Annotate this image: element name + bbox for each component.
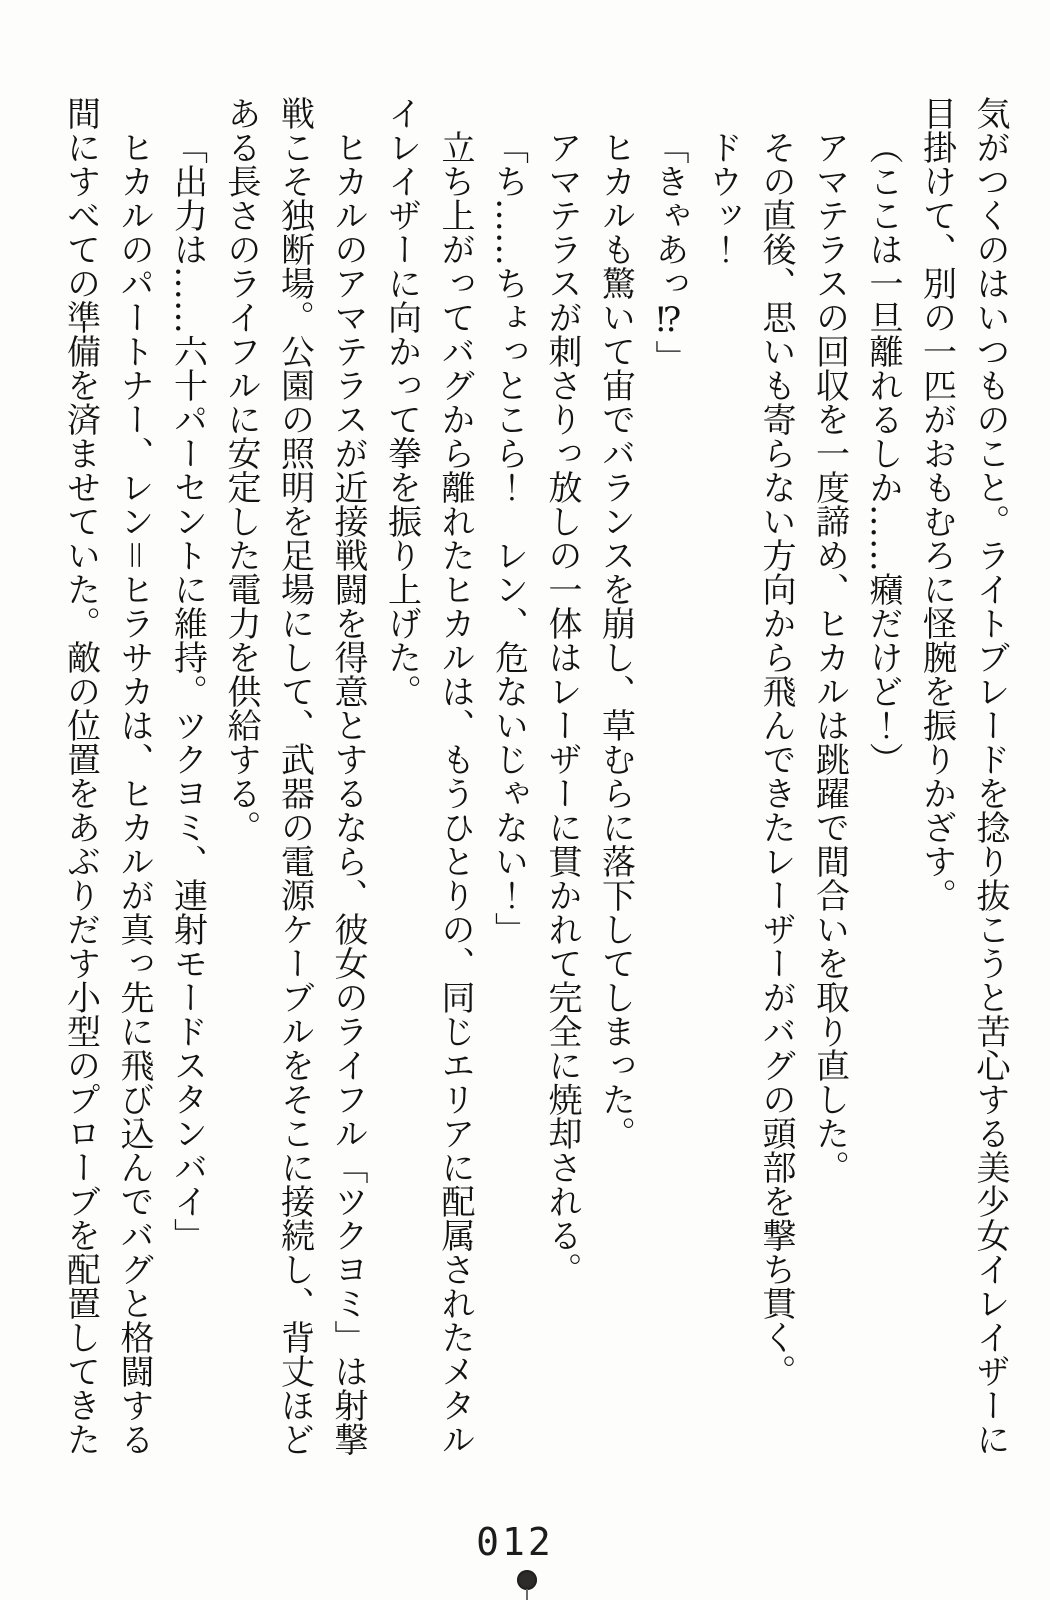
paragraph: 「出力は……六十パーセントに維持。ツクヨミ、連射モードスタンバイ」 [167,130,208,1252]
paragraph: ヒカルも驚いて宙でバランスを崩し、草むらに落下してしまった。 [595,130,636,1150]
paragraph: アマテラスの回収を一度諦め、ヒカルは跳躍で間合いを取り直した。 [809,130,850,1184]
paragraph: アマテラスが刺さりっ放しの一体はレーザーに貫かれて完全に焼却される。 [542,130,582,1286]
binding-mark-dot [517,1570,537,1590]
binding-mark-line [526,1589,528,1600]
paragraph: 立ち上がってバグから離れたヒカルは、もうひとりの、同じエリアに配属されたメタルイレイザーに向かって拳を振り上げた。 [381,96,475,1456]
paragraph: ヒカルのアマテラスが近接戦闘を得意とするなら、彼女のライフル「ツクヨミ」は射撃戦こそ独断場。公園の照明を足場にして、武器の電源ケーブルをそこに接続し、背丈ほどある長さのライフルに安定した電力を供給する。 [221,96,368,1456]
page-number: 012 [476,1520,554,1564]
paragraph: （ここは一旦離れるしか……癪だけど！） [863,130,903,776]
paragraph: 気がつくのはいつものこと。ライトブレードを捻り抜こうと苦心する美少女イレイザーに目掛けて、別の一匹がおもむろに怪腕を振りかざす。 [916,96,1010,1456]
paragraph: 「きゃあっ⁉」 [649,130,689,374]
paragraph: その直後、思いも寄らない方向から飛んできたレーザーがバグの頭部を撃ち貫く。 [756,130,796,1388]
paragraph: ヒカルのパートナー、レン＝ヒラサカは、ヒカルが真っ先に飛び込んでバグと格闘する間にすべての準備を済ませていた。敵の位置をあぶりだす小型のプローブを配置してきた [60,96,154,1456]
novel-text-block [53,96,1016,1470]
paragraph: ドウッ！ [702,130,743,266]
paragraph: 「ち……ちょっとこら！ レン、危ないじゃない！」 [488,130,529,946]
